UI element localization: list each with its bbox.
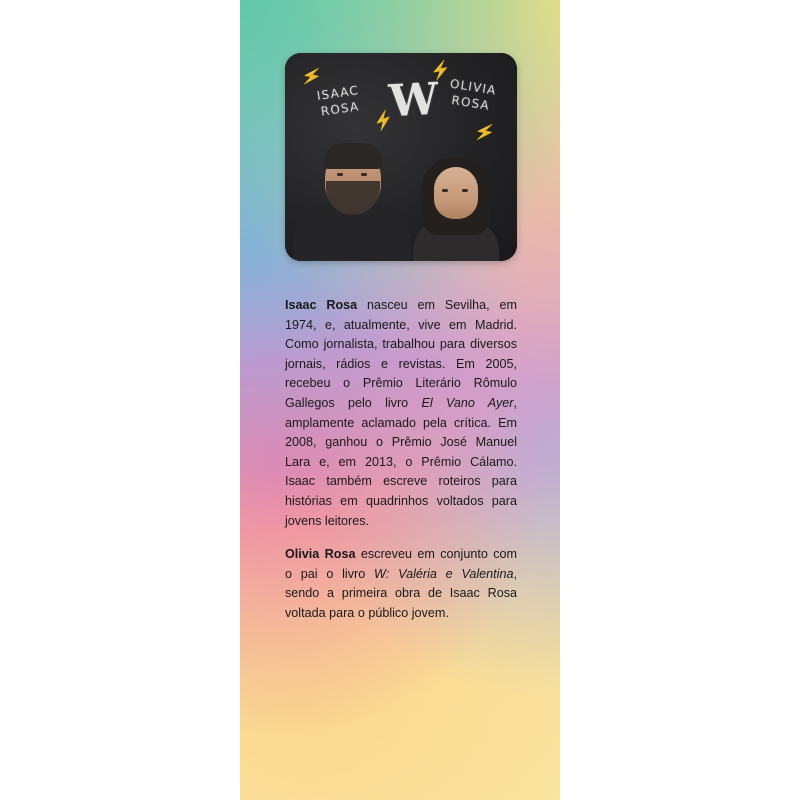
male-eye-right [361, 173, 367, 176]
bio-isaac-text-1: nasceu em Sevilha, em 1974, e, atualmente, vive em Madrid. Como jornalista, trabalhou para diversos jornais, rádios e revistas. Em 2005, recebeu o Prêmio Literário Rômulo Gallegos pelo livro [285, 298, 517, 410]
male-hair [323, 143, 383, 169]
author-name-isaac: Isaac Rosa [285, 298, 358, 312]
author-portrait-male [293, 141, 411, 261]
lightning-bolt-icon: ⚡ [471, 120, 498, 145]
lightning-bolt-icon: ⚡ [428, 59, 453, 82]
chalkboard-background [285, 53, 517, 261]
bio-olivia-text-2: , sendo a primeira obra de Isaac Rosa voltada para o público jovem. [285, 566, 517, 620]
chalk-letter-w: W [387, 73, 441, 128]
female-face [434, 167, 478, 219]
book-flap-panel [240, 0, 560, 800]
lightning-bolt-icon: ⚡ [370, 108, 397, 133]
bio-paragraph-isaac [285, 296, 517, 531]
author-portrait-female [407, 155, 503, 261]
chalk-name-left: ISAAC ROSA [315, 83, 361, 119]
bio-paragraph-olivia [285, 545, 517, 623]
author-name-olivia: Olivia Rosa [285, 547, 356, 562]
author-photo-card [285, 53, 517, 261]
bio-olivia-text-1: escreveu em conjunto com o pai o livro [285, 547, 517, 581]
lightning-bolt-icon: ⚡ [299, 65, 325, 89]
author-biography [285, 296, 517, 624]
female-eye-right [462, 189, 468, 192]
male-eye-left [337, 173, 343, 176]
female-eye-left [442, 189, 448, 192]
book-title-w-valeria-e-valentina: W: Valéria e Valentina [374, 566, 514, 581]
book-title-el-vano-ayer: El Vano Ayer [421, 395, 514, 410]
chalk-name-right: OLIVIA ROSA [449, 76, 498, 113]
bio-isaac-text-2: , amplamente aclamado pela crítica. Em 2008, ganhou o Prêmio José Manuel Lara e, em 2013, o Prêmio Cálamo. Isaac também escreve roteiros para histórias em quadrinhos voltados para jovens leitores. [285, 395, 517, 528]
